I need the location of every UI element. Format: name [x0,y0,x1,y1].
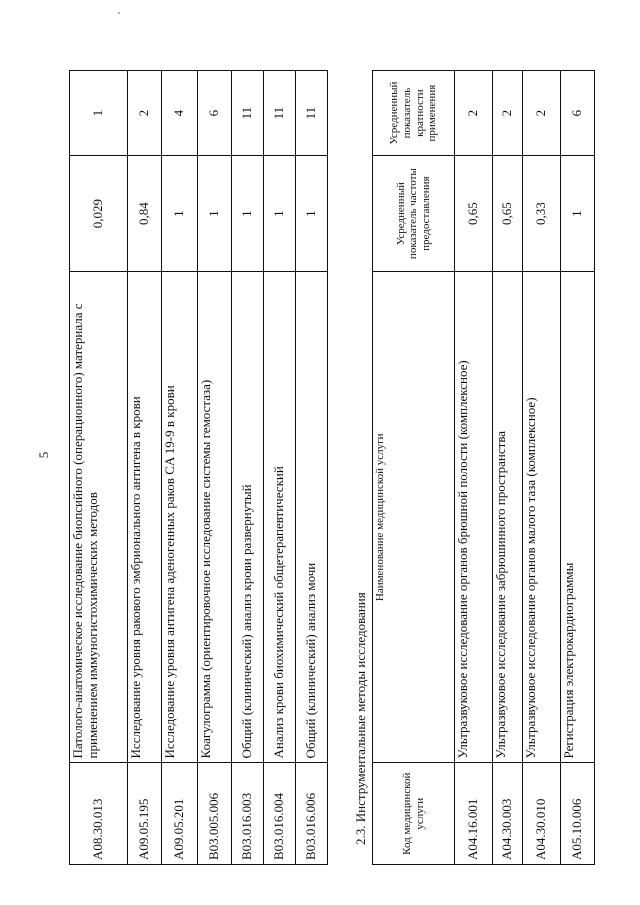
service-name-cell: Коагулограмма (ориентировочное исследование системы гемостаза) [198,272,232,763]
service-code-cell: B03.016.006 [296,763,328,865]
table-row [493,71,523,865]
multiplicity-cell: 2 [523,71,561,156]
scan-speck [118,12,120,14]
table-row [523,71,561,865]
service-name-cell: Общий (клинический) анализ крови развернутый [232,272,264,763]
frequency-cell: 1 [232,156,264,272]
page-number: 5 [36,451,51,459]
service-code-cell: A04.16.001 [455,763,493,865]
multiplicity-cell: 11 [264,71,296,156]
rotated-page-content [69,25,604,865]
frequency-cell: 1 [264,156,296,272]
multiplicity-cell: 2 [128,71,162,156]
service-code-cell: B03.005.006 [198,763,232,865]
service-name-cell: Исследование уровня ракового эмбрионального антигена в крови [128,272,162,763]
table-row [162,71,198,865]
multiplicity-cell: 11 [296,71,328,156]
service-name-cell: Патолого-анатомическое исследование биопсийного (операционного) материала с применением иммуногистохимических методов [70,272,128,763]
service-code-cell: A04.30.010 [523,763,561,865]
service-code-cell: A04.30.003 [493,763,523,865]
frequency-cell: 1 [561,156,595,272]
multiplicity-cell: 1 [70,71,128,156]
multiplicity-cell: 4 [162,71,198,156]
frequency-cell: 0,029 [70,156,128,272]
table-row [264,71,296,865]
laboratory-services-table [69,70,328,865]
multiplicity-cell: 2 [455,71,493,156]
service-name-cell: Анализ крови биохимический общетерапевтический [264,272,296,763]
service-code-cell: B03.016.004 [264,763,296,865]
table-row [455,71,493,865]
header-frequency: Усредненный показатель частоты предоставления [373,156,455,272]
header-multiplicity: Усредненный показатель кратности применения [373,71,455,156]
table-row [232,71,264,865]
service-code-cell: A09.05.195 [128,763,162,865]
multiplicity-cell: 11 [232,71,264,156]
multiplicity-cell: 2 [493,71,523,156]
service-name-cell: Исследование уровня антигена аденогенных раков CA 19-9 в крови [162,272,198,763]
service-code-cell: B03.016.003 [232,763,264,865]
service-name-cell: Ультразвуковое исследование забрюшинного пространства [493,272,523,763]
frequency-cell: 0,65 [455,156,493,272]
instrumental-methods-table [372,70,595,865]
frequency-cell: 0,33 [523,156,561,272]
table-row [561,71,595,865]
service-code-cell: A09.05.201 [162,763,198,865]
service-name-cell: Регистрация электрокардиограммы [561,272,595,763]
multiplicity-cell: 6 [198,71,232,156]
table-row [70,71,128,865]
service-name-cell: Ультразвуковое исследование органов брюшной полости (комплексное) [455,272,493,763]
table-row [296,71,328,865]
frequency-cell: 1 [198,156,232,272]
frequency-cell: 0,65 [493,156,523,272]
header-code: Код медицинской услуги [373,763,455,865]
frequency-cell: 1 [296,156,328,272]
table-header-row [373,71,455,865]
table-row [128,71,162,865]
header-name: Наименование медицинской услуги [373,272,455,763]
service-name-cell: Ультразвуковое исследование органов малого таза (комплексное) [523,272,561,763]
frequency-cell: 0,84 [128,156,162,272]
service-code-cell: A08.30.013 [70,763,128,865]
service-code-cell: A05.10.006 [561,763,595,865]
service-name-cell: Общий (клинический) анализ мочи [296,272,328,763]
table-row [198,71,232,865]
section-title: 2.3. Инструментальные методы исследования [353,592,368,845]
frequency-cell: 1 [162,156,198,272]
multiplicity-cell: 6 [561,71,595,156]
